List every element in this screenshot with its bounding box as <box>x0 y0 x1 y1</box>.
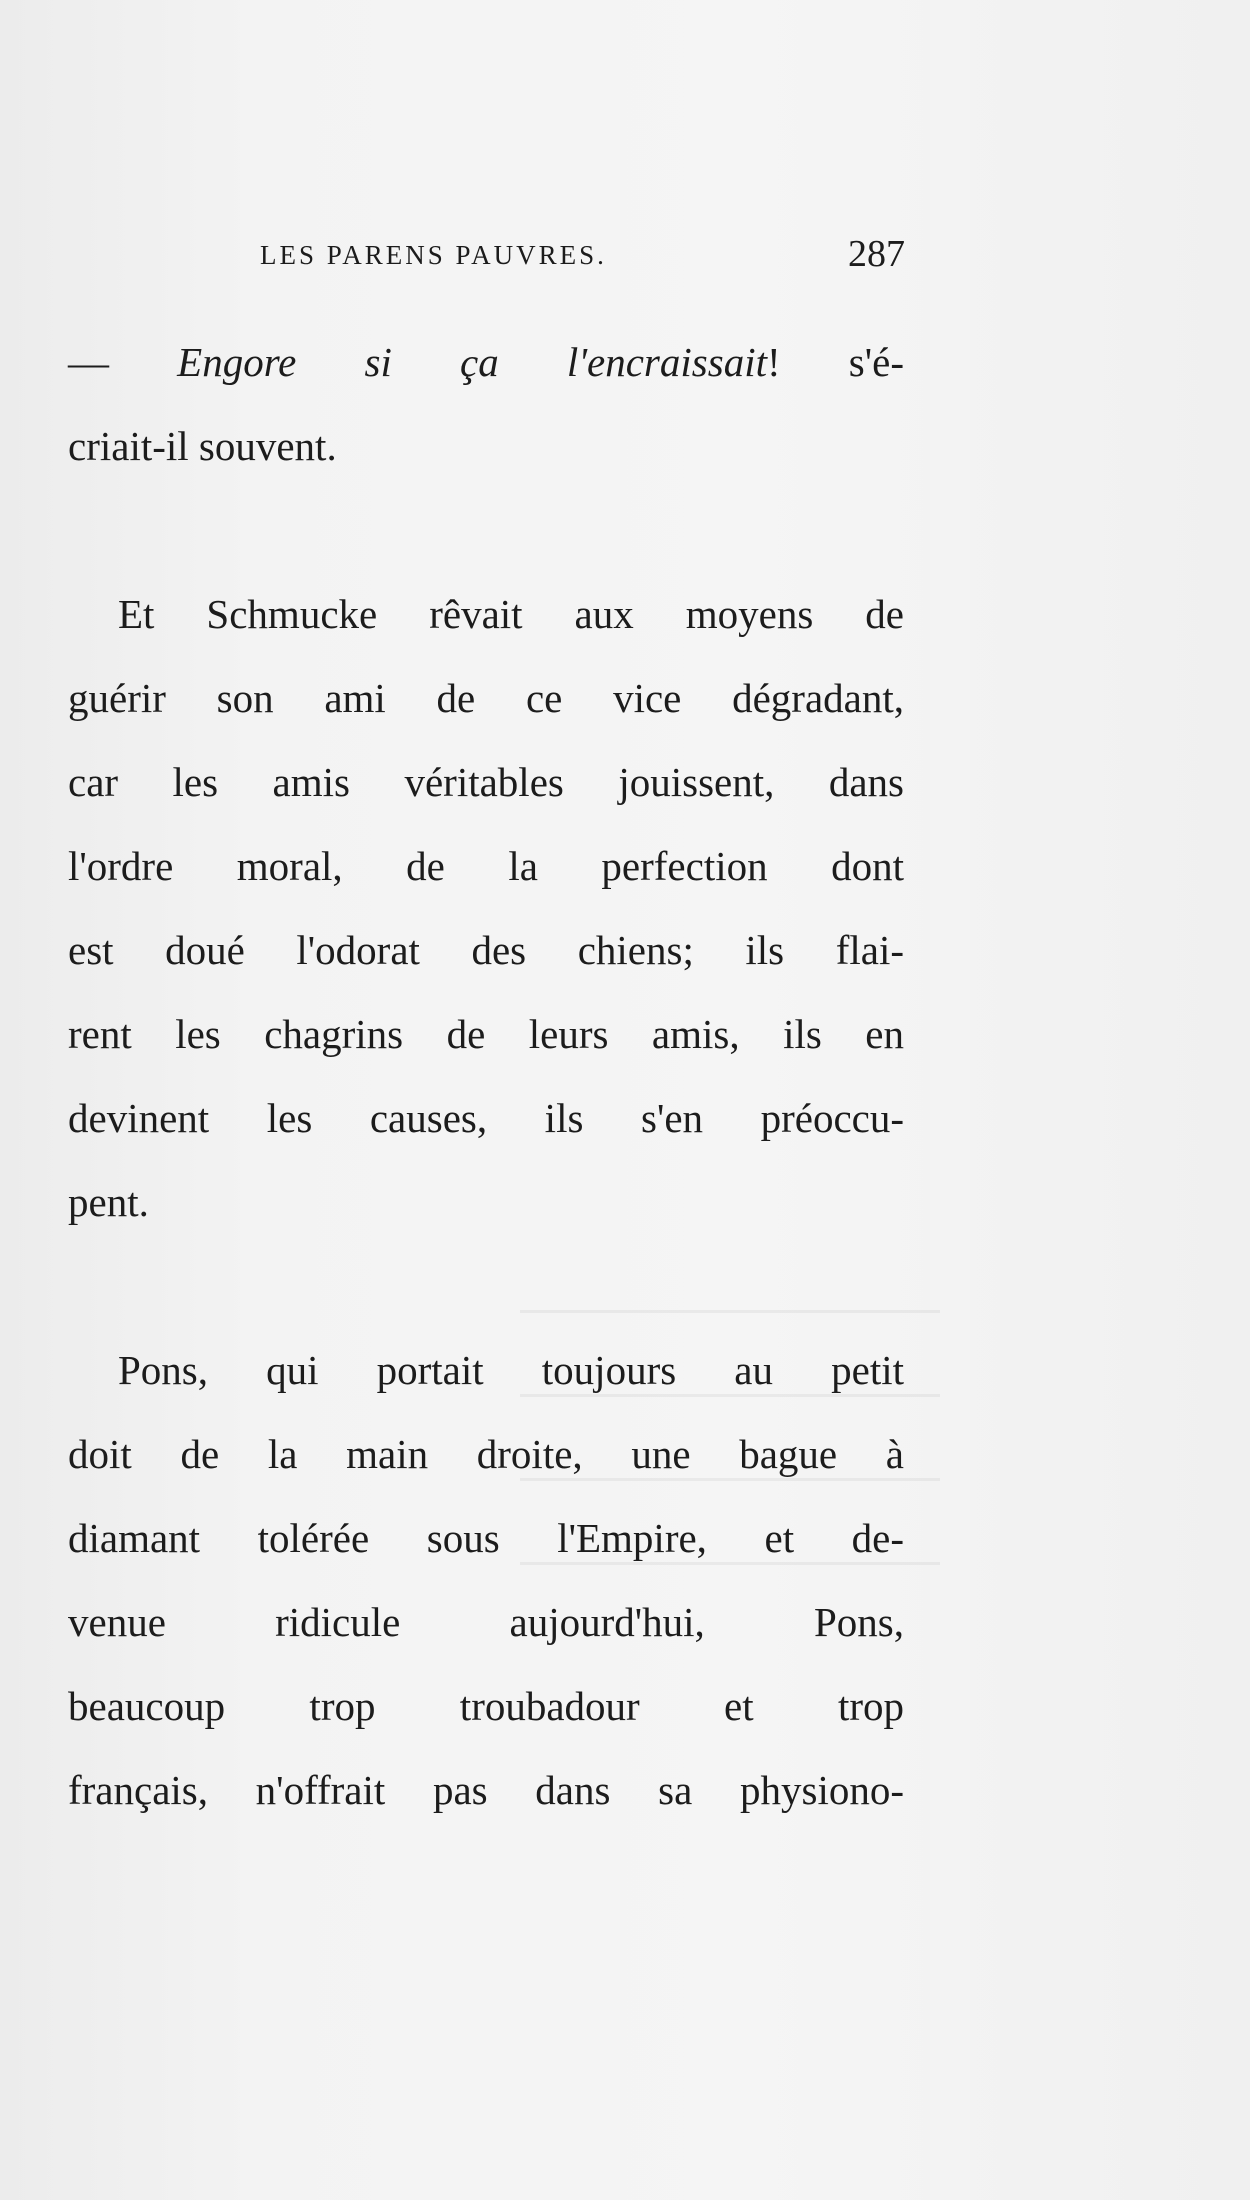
page-header <box>0 232 1250 282</box>
paragraph <box>68 572 904 1244</box>
text-line: doit de la main droite, une bague à <box>68 1431 904 1477</box>
text-line: rent les chagrins de leurs amis, ils en <box>68 1011 904 1057</box>
text-line: diamant tolérée sous l'Empire, et de- <box>68 1515 904 1561</box>
text-line: l'ordre moral, de la perfection dont <box>68 843 904 889</box>
text-line: pent. <box>68 1179 149 1225</box>
text-line: venue ridicule aujourd'hui, Pons, <box>68 1599 904 1645</box>
text-line: est doué l'odorat des chiens; ils flai- <box>68 927 904 973</box>
running-title: LES PARENS PAUVRES. <box>260 240 607 270</box>
text-line: devinent les causes, ils s'en préoccu- <box>68 1095 904 1141</box>
text-line: criait-il souvent. <box>68 423 337 469</box>
body-text <box>68 320 904 1832</box>
paragraph <box>68 1328 904 1832</box>
text-line: Pons, qui portait toujours au petit <box>118 1347 904 1393</box>
text-line: beaucoup trop troubadour et trop <box>68 1683 904 1729</box>
italic-quote: Engore si ça l'encraissait <box>177 339 767 385</box>
text-line: guérir son ami de ce vice dégradant, <box>68 675 904 721</box>
page-number: 287 <box>848 233 905 275</box>
dash: — <box>68 339 178 385</box>
text-line: Et Schmucke rêvait aux moyens de <box>118 591 904 637</box>
paragraph <box>68 320 904 488</box>
text-line: car les amis véritables jouissent, dans <box>68 759 904 805</box>
text-line: français, n'offrait pas dans sa physiono- <box>68 1767 904 1813</box>
text-line <box>68 320 904 404</box>
text-fragment: ! s'é- <box>766 339 904 385</box>
